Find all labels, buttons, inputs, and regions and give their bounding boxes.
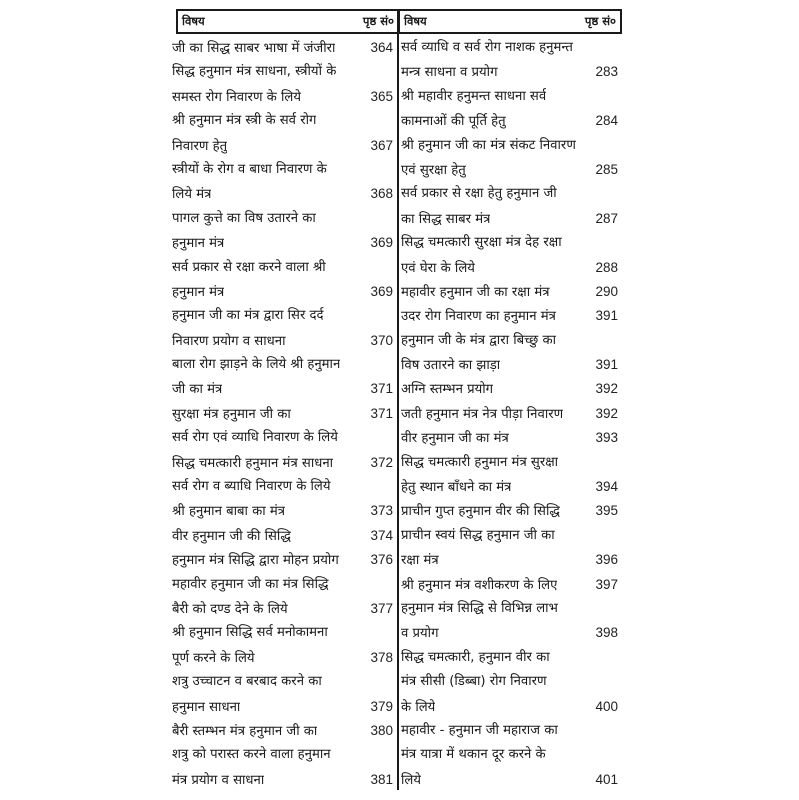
header-left xyxy=(178,11,400,32)
entry-title: बैरी स्तम्भन मंत्र हनुमान जी का xyxy=(172,723,318,739)
toc-entry-line xyxy=(172,402,393,426)
entry-page-number: 395 xyxy=(595,503,618,519)
entry-title: सर्व व्याधि व सर्व रोग नाशक हनुमन्त xyxy=(401,40,573,55)
entry-page-number: 393 xyxy=(595,430,618,446)
entry-title: सर्व रोग व ब्याधि निवारण के लिये xyxy=(172,479,331,495)
entry-page-number: 381 xyxy=(370,771,393,787)
entry-page-number: 369 xyxy=(370,283,393,299)
entry-page-number: 396 xyxy=(595,552,618,568)
toc-entry-line xyxy=(401,256,618,280)
entry-title: हनुमान मंत्र सिद्धि द्वारा मोहन प्रयोग xyxy=(172,553,339,569)
entry-title: श्री हनुमान जी का मंत्र संकट निवारण xyxy=(401,137,576,153)
entry-title: निवारण प्रयोग व साधना xyxy=(172,333,286,349)
toc-entry-line xyxy=(172,768,393,792)
entry-title: वीर हनुमान जी का मंत्र xyxy=(401,431,509,447)
subject-heading: विषय xyxy=(182,14,205,28)
entry-title: कामनाओं की पूर्ति हेतु xyxy=(401,114,506,130)
toc-entry-line xyxy=(401,158,618,182)
entry-title: सर्व रोग एवं व्याधि निवारण के लिये xyxy=(172,430,338,446)
toc-entry-line xyxy=(172,426,393,450)
column-divider xyxy=(397,9,399,790)
entry-title: व प्रयोग xyxy=(401,626,439,642)
toc-entry-line xyxy=(401,695,618,719)
entry-page-number: 391 xyxy=(595,308,618,324)
entry-page-number: 284 xyxy=(595,113,618,129)
entry-page-number: 368 xyxy=(370,186,393,202)
entry-title: मन्त्र साधना व प्रयोग xyxy=(401,65,498,81)
toc-entry-line xyxy=(401,134,618,158)
entry-page-number: 288 xyxy=(595,259,618,275)
toc-entry-line xyxy=(401,304,618,328)
toc-entry-line xyxy=(172,670,393,694)
entry-title: सर्व प्रकार से रक्षा करने वाला श्री xyxy=(172,259,326,275)
entry-title: सिद्ध चमत्कारी, हनुमान वीर का xyxy=(401,649,550,665)
toc-entry-line xyxy=(172,158,393,182)
entry-page-number: 371 xyxy=(370,405,393,421)
toc-entry-line xyxy=(172,621,393,645)
toc-header xyxy=(176,9,622,34)
entry-title: हनुमान जी का मंत्र द्वारा सिर दर्द xyxy=(172,308,324,324)
page-number-heading: पृष्ठ सं० xyxy=(362,14,394,28)
entry-title: हनुमान जी के मंत्र द्वारा बिच्छु का xyxy=(401,332,556,348)
toc-entry-line xyxy=(172,573,393,597)
toc-entry-line xyxy=(401,768,618,792)
entry-page-number: 377 xyxy=(370,600,393,616)
toc-entry-line xyxy=(401,85,618,109)
entry-title: शत्रु उच्चाटन व बरबाद करने का xyxy=(172,674,322,690)
entry-page-number: 397 xyxy=(595,576,618,592)
entry-title: निवारण हेतु xyxy=(172,138,228,154)
toc-entry-line xyxy=(401,743,618,767)
toc-entry-line xyxy=(401,231,618,255)
entry-title: सिद्ध चमत्कारी हनुमान मंत्र साधना xyxy=(172,455,334,471)
toc-entry-line xyxy=(172,36,393,60)
toc-entry-line xyxy=(172,646,393,670)
toc-entry-line xyxy=(401,207,618,231)
entry-title: सिद्ध चमत्कारी सुरक्षा मंत्र देह रक्षा xyxy=(401,235,562,251)
entry-title: अग्नि स्तम्भन प्रयोग xyxy=(401,382,494,398)
entry-title: स्त्रीयों के रोग व बाधा निवारण के xyxy=(172,161,327,177)
entry-title: श्री महावीर हनुमन्त साधना सर्व xyxy=(401,88,547,104)
entry-page-number: 392 xyxy=(595,381,618,397)
entry-title: शत्रु को परास्त करने वाला हनुमान xyxy=(172,747,331,763)
entry-title: प्राचीन गुप्त हनुमान वीर की सिद्धि xyxy=(401,504,560,520)
entry-page-number: 392 xyxy=(595,405,618,421)
toc-entry-line xyxy=(172,304,393,328)
entry-page-number: 380 xyxy=(370,722,393,738)
toc-entry-line xyxy=(401,573,618,597)
entry-page-number: 374 xyxy=(370,527,393,543)
entry-page-number: 376 xyxy=(370,552,393,568)
toc-entry-line xyxy=(172,597,393,621)
entry-title: का सिद्ध साबर मंत्र xyxy=(401,211,491,227)
entry-title: रक्षा मंत्र xyxy=(401,553,439,569)
entry-page-number: 364 xyxy=(370,40,393,55)
right-column xyxy=(395,36,618,792)
entry-title: पागल कुत्ते का विष उतारने का xyxy=(172,210,316,226)
entry-title: मंत्र यात्रा में थकान दूर करने के xyxy=(401,747,546,763)
left-column xyxy=(172,36,395,792)
entry-title: हनुमान साधना xyxy=(172,699,241,715)
toc-entry-line xyxy=(401,280,618,304)
toc-entry-line xyxy=(401,597,618,621)
entry-title: हनुमान मंत्र xyxy=(172,284,225,300)
entry-title: महावीर हनुमान जी का मंत्र सिद्धि xyxy=(172,576,329,592)
toc-entry-line xyxy=(172,231,393,255)
toc-entry-line xyxy=(172,377,393,401)
entry-page-number: 283 xyxy=(595,64,618,80)
entry-title: हेतु स्थान बाँधने का मंत्र xyxy=(401,480,512,496)
entry-title: के लिये xyxy=(401,699,436,715)
entry-page-number: 290 xyxy=(595,283,618,299)
toc-entry-line xyxy=(401,475,618,499)
entry-title: सर्व प्रकार से रक्षा हेतु हनुमान जी xyxy=(401,186,557,202)
toc-entry-line xyxy=(172,695,393,719)
toc-entry-line xyxy=(401,524,618,548)
toc-entry-line xyxy=(172,499,393,523)
entry-page-number: 365 xyxy=(370,88,393,104)
toc-entry-line xyxy=(401,36,618,60)
toc-entry-line xyxy=(401,719,618,743)
entry-page-number: 379 xyxy=(370,698,393,714)
entry-title: मंत्र सीसी (डिब्बा) रोग निवारण xyxy=(401,674,547,690)
entry-page-number: 285 xyxy=(595,161,618,177)
toc-entry-line xyxy=(401,451,618,475)
entry-title: उदर रोग निवारण का हनुमान मंत्र xyxy=(401,309,556,325)
toc-entry-line xyxy=(172,109,393,133)
entry-title: मंत्र प्रयोग व साधना xyxy=(172,772,265,788)
toc-entry-line xyxy=(401,402,618,426)
toc-entry-line xyxy=(172,719,393,743)
entry-title: महावीर हनुमान जी का रक्षा मंत्र xyxy=(401,284,550,300)
toc-entry-line xyxy=(172,353,393,377)
toc-entry-line xyxy=(172,524,393,548)
entry-title: हनुमान मंत्र सिद्धि से विभिन्न लाभ xyxy=(401,600,558,616)
entry-title: सिद्ध चमत्कारी हनुमान मंत्र सुरक्षा xyxy=(401,454,559,470)
toc-entry-line xyxy=(172,182,393,206)
entry-title: वीर हनुमान जी की सिद्धि xyxy=(172,528,291,544)
entry-page-number: 370 xyxy=(370,332,393,348)
toc-entry-line xyxy=(172,280,393,304)
entry-title: महावीर - हनुमान जी महाराज का xyxy=(401,722,558,738)
toc-entry-line xyxy=(401,377,618,401)
entry-title: बाला रोग झाड़ने के लिये श्री हनुमान xyxy=(172,357,341,373)
entry-page-number: 401 xyxy=(595,771,618,787)
entry-title: हनुमान मंत्र xyxy=(172,236,225,252)
toc-entry-line xyxy=(172,207,393,231)
entry-title: श्री हनुमान बाबा का मंत्र xyxy=(172,504,286,520)
toc-entry-line xyxy=(401,182,618,206)
entry-title: श्री हनुमान मंत्र स्त्री के सर्व रोग xyxy=(172,113,317,129)
toc-entry-line xyxy=(401,426,618,450)
toc-entry-line xyxy=(401,548,618,572)
entry-title: सिद्ध हनुमान मंत्र साधना, स्त्रीयों के xyxy=(172,64,337,80)
toc-entry-line xyxy=(172,134,393,158)
table-of-contents xyxy=(172,9,622,792)
toc-entry-line xyxy=(401,60,618,84)
toc-entry-line xyxy=(172,743,393,767)
toc-entry-line xyxy=(401,109,618,133)
entry-page-number: 400 xyxy=(595,698,618,714)
entry-page-number: 369 xyxy=(370,235,393,251)
toc-entry-line xyxy=(172,548,393,572)
entry-title: बैरी को दण्ड देने के लिये xyxy=(172,601,288,617)
entry-title: श्री हनुमान मंत्र वशीकरण के लिए xyxy=(401,577,558,593)
entry-title: लिये xyxy=(401,772,422,788)
entry-page-number: 373 xyxy=(370,503,393,519)
entry-title: समस्त रोग निवारण के लिये xyxy=(172,89,301,105)
entry-title: एवं घेरा के लिये xyxy=(401,260,475,276)
entry-page-number: 367 xyxy=(370,137,393,153)
toc-entry-line xyxy=(172,60,393,84)
toc-entry-line xyxy=(172,329,393,353)
entry-title: विष उतारने का झाड़ा xyxy=(401,358,501,374)
entry-page-number: 372 xyxy=(370,454,393,470)
entry-page-number: 371 xyxy=(370,381,393,397)
entry-title: लिये मंत्र xyxy=(172,187,212,203)
toc-entry-line xyxy=(172,256,393,280)
toc-entry-line xyxy=(172,85,393,109)
page-number-heading: पृष्ठ सं० xyxy=(584,14,616,28)
entry-page-number: 394 xyxy=(595,479,618,495)
toc-entry-line xyxy=(401,499,618,523)
entry-title: जती हनुमान मंत्र नेत्र पीड़ा निवारण xyxy=(401,406,564,422)
entry-title: जी का सिद्ध साबर भाषा में जंजीरा xyxy=(172,41,336,56)
entry-title: एवं सुरक्षा हेतु xyxy=(401,162,466,178)
entry-title: श्री हनुमान सिद्धि सर्व मनोकामना xyxy=(172,625,328,641)
entry-title: सुरक्षा मंत्र हनुमान जी का xyxy=(172,406,291,422)
toc-entry-line xyxy=(401,621,618,645)
toc-entry-line xyxy=(172,475,393,499)
toc-entry-line xyxy=(172,451,393,475)
entry-title: जी का मंत्र xyxy=(172,382,223,398)
subject-heading: विषय xyxy=(404,14,427,28)
entry-title: पूर्ण करने के लिये xyxy=(172,650,255,666)
entry-page-number: 378 xyxy=(370,649,393,665)
toc-entry-line xyxy=(401,646,618,670)
entry-page-number: 391 xyxy=(595,357,618,373)
toc-entry-line xyxy=(401,329,618,353)
entry-title: प्राचीन स्वयं सिद्ध हनुमान जी का xyxy=(401,527,555,543)
entry-page-number: 398 xyxy=(595,625,618,641)
header-right xyxy=(400,11,620,32)
entry-page-number: 287 xyxy=(595,210,618,226)
toc-entry-line xyxy=(401,353,618,377)
toc-entry-line xyxy=(401,670,618,694)
